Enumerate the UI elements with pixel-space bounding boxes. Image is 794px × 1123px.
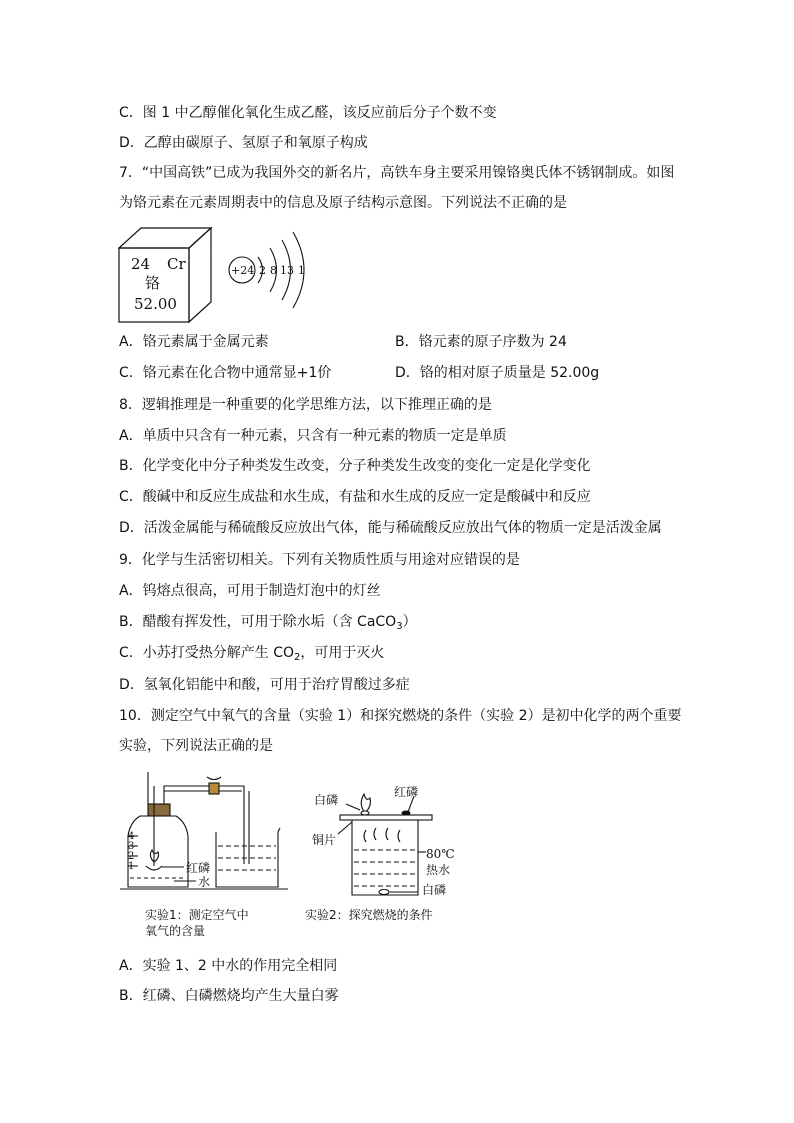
q9-option-d: D．氢氧化铝能中和酸，可用于治疗胃酸过多症 — [119, 677, 410, 693]
q8-option-d: D．活泼金属能与稀硫酸反应放出气体，能与稀硫酸反应放出气体的物质一定是活泼金属 — [119, 520, 662, 536]
experiment-1-apparatus — [118, 766, 298, 894]
red-phosphorus-label: 红磷 — [186, 861, 211, 875]
q6-option-c: C．图 1 中乙醇催化氧化生成乙醛，该反应前后分子个数不变 — [119, 105, 497, 121]
temperature-label: 80℃ — [426, 847, 455, 861]
q7-stem-line2: 为铬元素在元素周期表中的信息及原子结构示意图。下列说法不正确的是 — [119, 195, 567, 211]
scale-mark-3: 3 — [128, 841, 135, 852]
chromium-figure — [118, 226, 318, 326]
shell-2-count: 8 — [270, 264, 277, 277]
element-name: 铬 — [145, 274, 161, 292]
q6-option-d: D．乙醇由碳原子、氢原子和氧原子构成 — [119, 135, 368, 151]
scale-mark-4: 4 — [128, 831, 135, 842]
q8-option-a: A．单质中只含有一种元素，只含有一种元素的物质一定是单质 — [119, 428, 507, 444]
atomic-mass: 52.00 — [134, 295, 177, 313]
white-phosphorus-bottom-label: 白磷 — [422, 883, 447, 897]
experiment-2-caption: 实验2：探究燃烧的条件 — [305, 908, 433, 922]
q10-option-b: B．红磷、白磷燃烧均产生大量白雾 — [119, 988, 339, 1004]
q9-stem: 9．化学与生活密切相关。下列有关物质性质与用途对应错误的是 — [119, 552, 520, 568]
atomic-number: 24 — [131, 255, 151, 273]
q7-option-c: C．铬元素在化合物中通常显+1价 — [119, 365, 332, 381]
q7-option-b: B．铬元素的原子序数为 24 — [395, 334, 567, 350]
white-phosphorus-top-label: 白磷 — [314, 793, 339, 807]
q7-option-a: A．铬元素属于金属元素 — [119, 334, 269, 350]
red-phosphorus-label-2: 红磷 — [394, 785, 419, 799]
q8-option-c: C．酸碱中和反应生成盐和水生成，有盐和水生成的反应一定是酸碱中和反应 — [119, 489, 591, 505]
q9-option-a: A．钨熔点很高，可用于制造灯泡中的灯丝 — [119, 583, 381, 599]
scale-mark-2: 2 — [128, 851, 135, 862]
experiment-1-caption-line2: 氧气的含量 — [145, 924, 206, 938]
hot-water-label: 热水 — [426, 863, 451, 877]
element-symbol: Cr — [167, 255, 186, 273]
experiment-1-caption-line1: 实验1：测定空气中 — [145, 908, 249, 922]
shell-4-count: 1 — [298, 264, 305, 277]
water-label: 水 — [198, 875, 211, 889]
scale-mark-1: 1 — [128, 861, 135, 872]
q7-stem-line1: 7．“中国高铁”已成为我国外交的新名片，高铁车身主要采用镍铬奥氏体不锈钢制成。如图 — [119, 165, 675, 181]
experiment-2-apparatus — [310, 782, 470, 900]
q10-stem-line2: 实验，下列说法正确的是 — [119, 738, 273, 754]
q9-option-b: B．醋酸有挥发性，可用于除水垢（含 CaCO$_3$） — [119, 614, 417, 632]
q8-option-b: B．化学变化中分子种类发生改变，分子种类发生改变的变化一定是化学变化 — [119, 458, 591, 474]
copper-plate-label: 铜片 — [312, 833, 337, 847]
q7-option-d: D．铬的相对原子质量是 52.00g — [395, 365, 600, 381]
q8-stem: 8．逻辑推理是一种重要的化学思维方法，以下推理正确的是 — [119, 397, 492, 413]
q10-option-a: A．实验 1、2 中水的作用完全相同 — [119, 958, 338, 974]
atomic-structure-diagram — [229, 232, 305, 308]
q9-option-c: C．小苏打受热分解产生 $CO_2$，可用于灭火 — [119, 645, 385, 663]
nuclear-charge: +24 — [231, 264, 255, 277]
shell-3-count: 13 — [280, 264, 294, 277]
q10-stem-line1: 10．测定空气中氧气的含量（实验 1）和探究燃烧的条件（实验 2）是初中化学的两个重要 — [119, 708, 682, 724]
shell-1-count: 2 — [259, 264, 266, 277]
